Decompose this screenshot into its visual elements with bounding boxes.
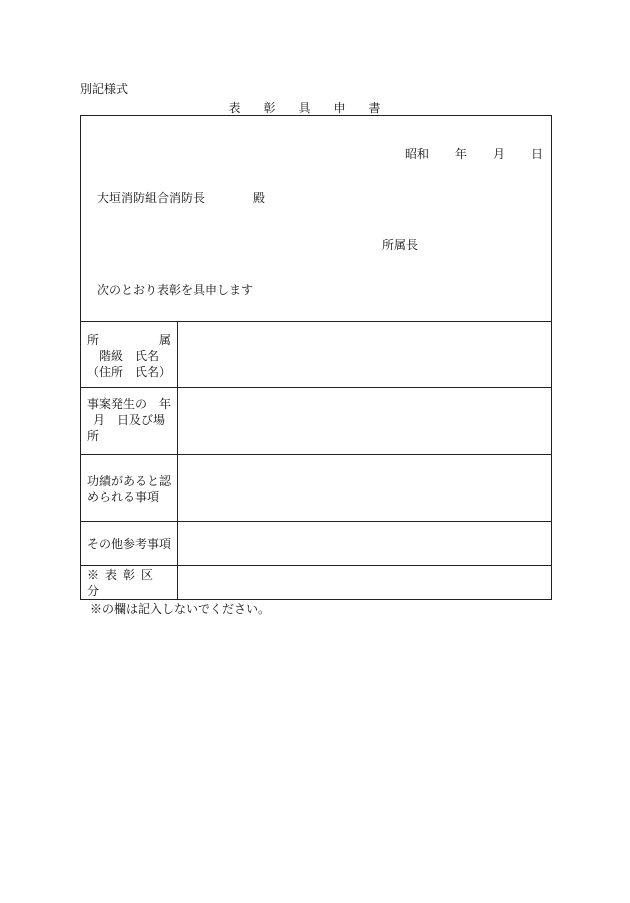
affiliation-value-field[interactable] [178, 322, 551, 387]
label-incident-line1: 事案発生の 年 [87, 397, 172, 411]
addressee-name: 大垣消防組合消防長 [97, 191, 206, 205]
row-label [81, 388, 178, 454]
label-other: その他参考事項 [87, 536, 172, 551]
form-row-other [81, 522, 551, 566]
label-award-class: ※表彰区分 [87, 567, 160, 598]
label-rank-name: 階級 氏名 [98, 349, 159, 363]
form-row-affiliation [81, 322, 551, 388]
label-merit-line1: 功績があると認 [87, 474, 172, 488]
intro-text: 次のとおり表彰を具申します [97, 283, 254, 297]
date-era: 昭和 [404, 147, 429, 161]
date-month: 月 [492, 147, 505, 161]
form-row-merit [81, 455, 551, 522]
footnote: ※の欄は記入しないでください。 [90, 602, 271, 616]
label-merit-line2: められる事項 [87, 490, 160, 504]
other-value-field[interactable] [178, 522, 551, 565]
row-label [81, 566, 178, 599]
date-year: 年 [454, 147, 467, 161]
form-row-award-class [81, 566, 551, 599]
document-title: 表彰具申書 [228, 101, 404, 115]
incident-value-field[interactable] [178, 388, 551, 454]
label-affiliation-part2: 属 [158, 333, 171, 347]
label-incident-line3: 所 [87, 429, 100, 443]
row-label [81, 455, 178, 521]
application-form [80, 115, 552, 600]
date-day: 日 [530, 147, 543, 161]
addressee-suffix: 殿 [253, 191, 266, 205]
award-class-value-field[interactable] [178, 566, 551, 599]
form-rows [81, 322, 551, 599]
form-label: 別記様式 [80, 82, 129, 96]
label-incident-line2: 月 日及び場 [92, 413, 165, 427]
date-line [405, 145, 543, 162]
form-row-incident [81, 388, 551, 455]
label-affiliation-part1: 所 [87, 333, 100, 347]
form-header-block [81, 116, 551, 322]
merit-value-field[interactable] [178, 455, 551, 521]
affiliation-head-label: 所属長 [382, 238, 419, 252]
addressee [97, 189, 265, 206]
row-label [81, 322, 178, 387]
label-address-name: （住所 氏名） [87, 365, 172, 379]
row-label [81, 522, 178, 565]
